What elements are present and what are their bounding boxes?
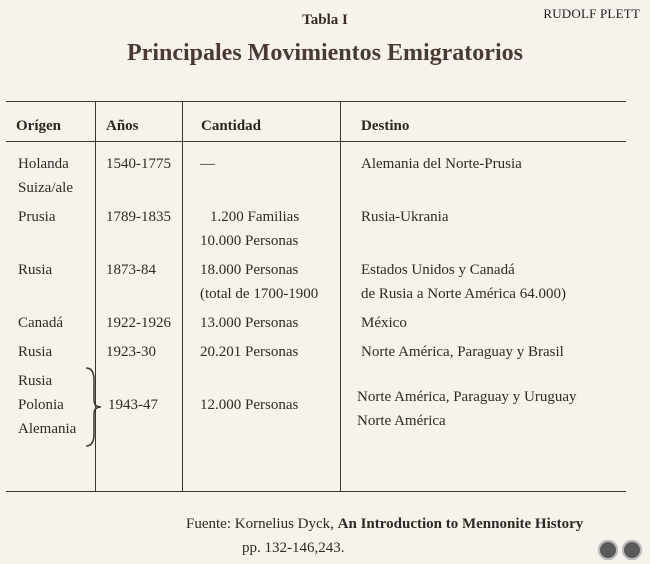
source-label: Fuente: <box>186 516 231 532</box>
cell-origen: Rusia <box>18 344 53 360</box>
table-top-rule <box>6 101 626 102</box>
cell-origen: Prusia <box>18 209 56 225</box>
source-book: An Introduction to Mennonite History <box>337 516 584 532</box>
cell-destino: Alemania del Norte-Prusia <box>361 156 522 172</box>
table-bottom-rule <box>6 491 626 492</box>
previous-icon[interactable] <box>598 540 618 560</box>
author-name: RUDOLF PLETT <box>543 6 640 21</box>
cell-origen: Canadá <box>18 315 63 331</box>
cell-destino: Estados Unidos y Canadá de Rusia a Norte América 64.000) <box>361 262 566 302</box>
cell-anos: 1789-1835 <box>106 209 171 225</box>
cell-destino: Norte América, Paraguay y Brasil <box>361 344 564 360</box>
cell-anos: 1943-47 <box>108 397 158 413</box>
cell-destino: Rusia-Ukrania <box>361 209 449 225</box>
next-icon[interactable] <box>622 540 642 560</box>
source-pages: pp. 132-146,243. <box>242 540 345 556</box>
cell-origen: Rusia Polonia Alemania <box>18 373 77 437</box>
cell-anos: 1873-84 <box>106 262 156 278</box>
cell-cantidad: 10.000 Personas <box>200 233 299 249</box>
cell-anos: 1540-1775 <box>106 156 171 172</box>
cell-cantidad: 13.000 Personas <box>200 315 299 331</box>
cell-destino: México <box>361 315 407 331</box>
cell-origen: Rusia <box>18 262 53 278</box>
page-title: Principales Movimientos Emigratorios <box>127 40 523 66</box>
header-destino: Destino <box>361 118 410 134</box>
cell-anos: 1923-30 <box>106 344 156 360</box>
column-divider <box>340 101 341 491</box>
table-header-rule <box>6 141 626 142</box>
header-origen: Orígen <box>16 118 61 134</box>
viewer-nav <box>598 540 642 560</box>
cell-destino: Norte América, Paraguay y Uruguay Norte América <box>357 389 577 429</box>
cell-anos: 1922-1926 <box>106 315 171 331</box>
source-author: Kornelius Dyck, <box>234 516 334 532</box>
table-label: Tabla I <box>302 12 348 28</box>
cell-origen: Holanda Suiza/ale <box>18 156 73 196</box>
header-cantidad: Cantidad <box>201 118 262 134</box>
header-anos: Años <box>106 118 139 134</box>
source-citation <box>186 512 583 560</box>
cell-cantidad: 12.000 Personas <box>200 397 299 413</box>
cell-cantidad: 20.201 Personas <box>200 344 299 360</box>
cell-cantidad: 18.000 Personas (total de 1700-1900 <box>200 262 319 302</box>
cell-cantidad: 1.200 Familias <box>210 209 300 225</box>
curly-brace <box>84 366 106 448</box>
column-divider <box>182 101 183 491</box>
cell-cantidad: — <box>200 156 215 172</box>
